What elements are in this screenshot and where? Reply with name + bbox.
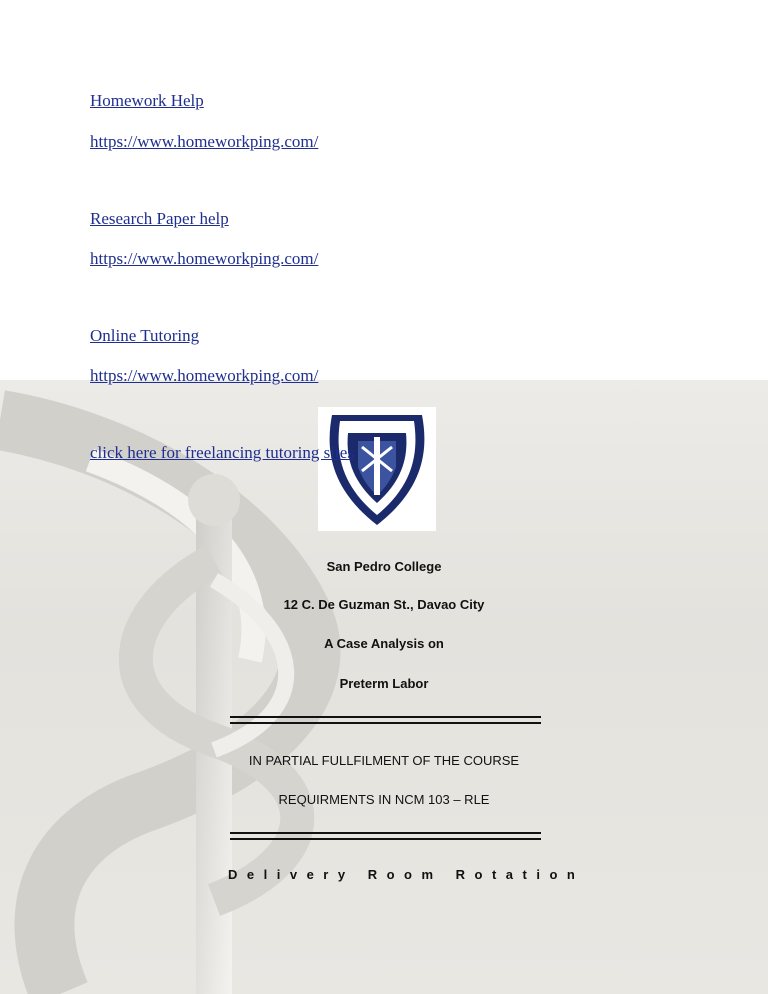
partial-fulfilment-line: IN PARTIAL FULLFILMENT OF THE COURSE: [248, 753, 520, 768]
rotation-title: Delivery Room Rotation: [228, 867, 585, 882]
double-rule-divider: [230, 716, 541, 724]
college-address: 12 C. De Guzman St., Davao City: [283, 597, 485, 612]
requirements-line: REQUIRMENTS IN NCM 103 – RLE: [278, 792, 490, 807]
homework-help-url-link[interactable]: https://www.homeworkping.com/: [90, 132, 319, 151]
case-topic: Preterm Labor: [339, 676, 429, 691]
homework-help-link[interactable]: Homework Help: [90, 91, 204, 110]
freelancing-tutoring-link[interactable]: click here for freelancing tutoring sites: [90, 443, 354, 462]
case-analysis-heading: A Case Analysis on: [324, 636, 444, 651]
double-rule-divider: [230, 832, 541, 840]
college-seal-logo: [318, 407, 436, 531]
research-paper-help-link[interactable]: Research Paper help: [90, 209, 229, 228]
college-name: San Pedro College: [326, 559, 442, 574]
online-tutoring-url-link[interactable]: https://www.homeworkping.com/: [90, 366, 319, 385]
online-tutoring-link[interactable]: Online Tutoring: [90, 326, 200, 345]
research-paper-url-link[interactable]: https://www.homeworkping.com/: [90, 249, 319, 268]
